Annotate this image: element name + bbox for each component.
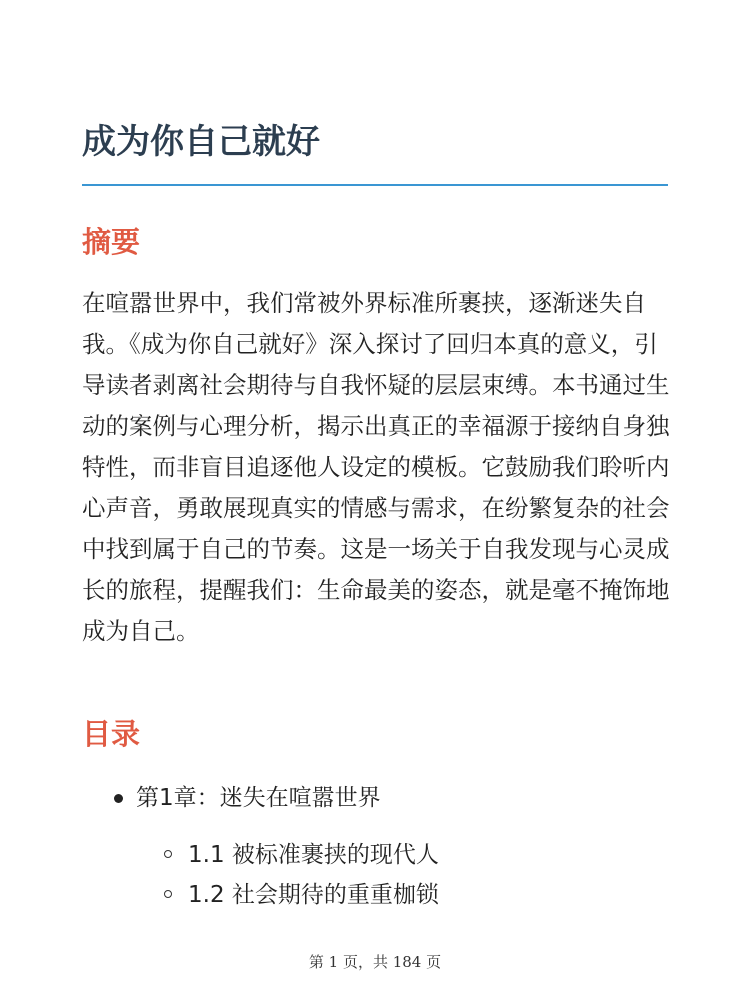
hollow-bullet-icon (164, 850, 172, 858)
toc-section-item[interactable] (82, 875, 668, 915)
toc-section-list (82, 835, 668, 915)
toc-chapter-label: 第1章：迷失在喧嚣世界 (136, 785, 381, 811)
filled-bullet-icon (114, 794, 123, 803)
table-of-contents (82, 778, 668, 915)
toc-chapter-row[interactable] (82, 778, 668, 818)
toc-section-item[interactable] (82, 835, 668, 875)
toc-chapter-item (82, 778, 668, 915)
page-number-footer: 第 1 页，共 184 页 (308, 953, 442, 971)
title-divider (82, 184, 668, 186)
abstract-paragraph: 在喧嚣世界中，我们常被外界标准所裹挟，逐渐迷失自我。《成为你自己就好》深入探讨了回归本真的意义，引导读者剥离社会期待与自我怀疑的层层束缚。本书通过生动的案例与心理分析，揭示出真正的幸福源于接纳自身独特性，而非盲目追逐他人设定的模板。它鼓励我们聆听内心声音，勇敢展现真实的情感与需求，在纷繁复杂的社会中找到属于自己的节奏。这是一场关于自我发现与心灵成长的旅程，提醒我们：生命最美的姿态，就是毫不掩饰地成为自己。 (82, 289, 670, 645)
toc-section-label: 1.2 社会期待的重重枷锁 (188, 882, 439, 908)
toc-heading: 目录 (82, 717, 141, 751)
book-title: 成为你自己就好 (82, 122, 320, 162)
abstract-heading: 摘要 (82, 225, 141, 259)
document-page (82, 0, 668, 1000)
toc-section-label: 1.1 被标准裹挟的现代人 (188, 842, 439, 868)
hollow-bullet-icon (164, 890, 172, 898)
